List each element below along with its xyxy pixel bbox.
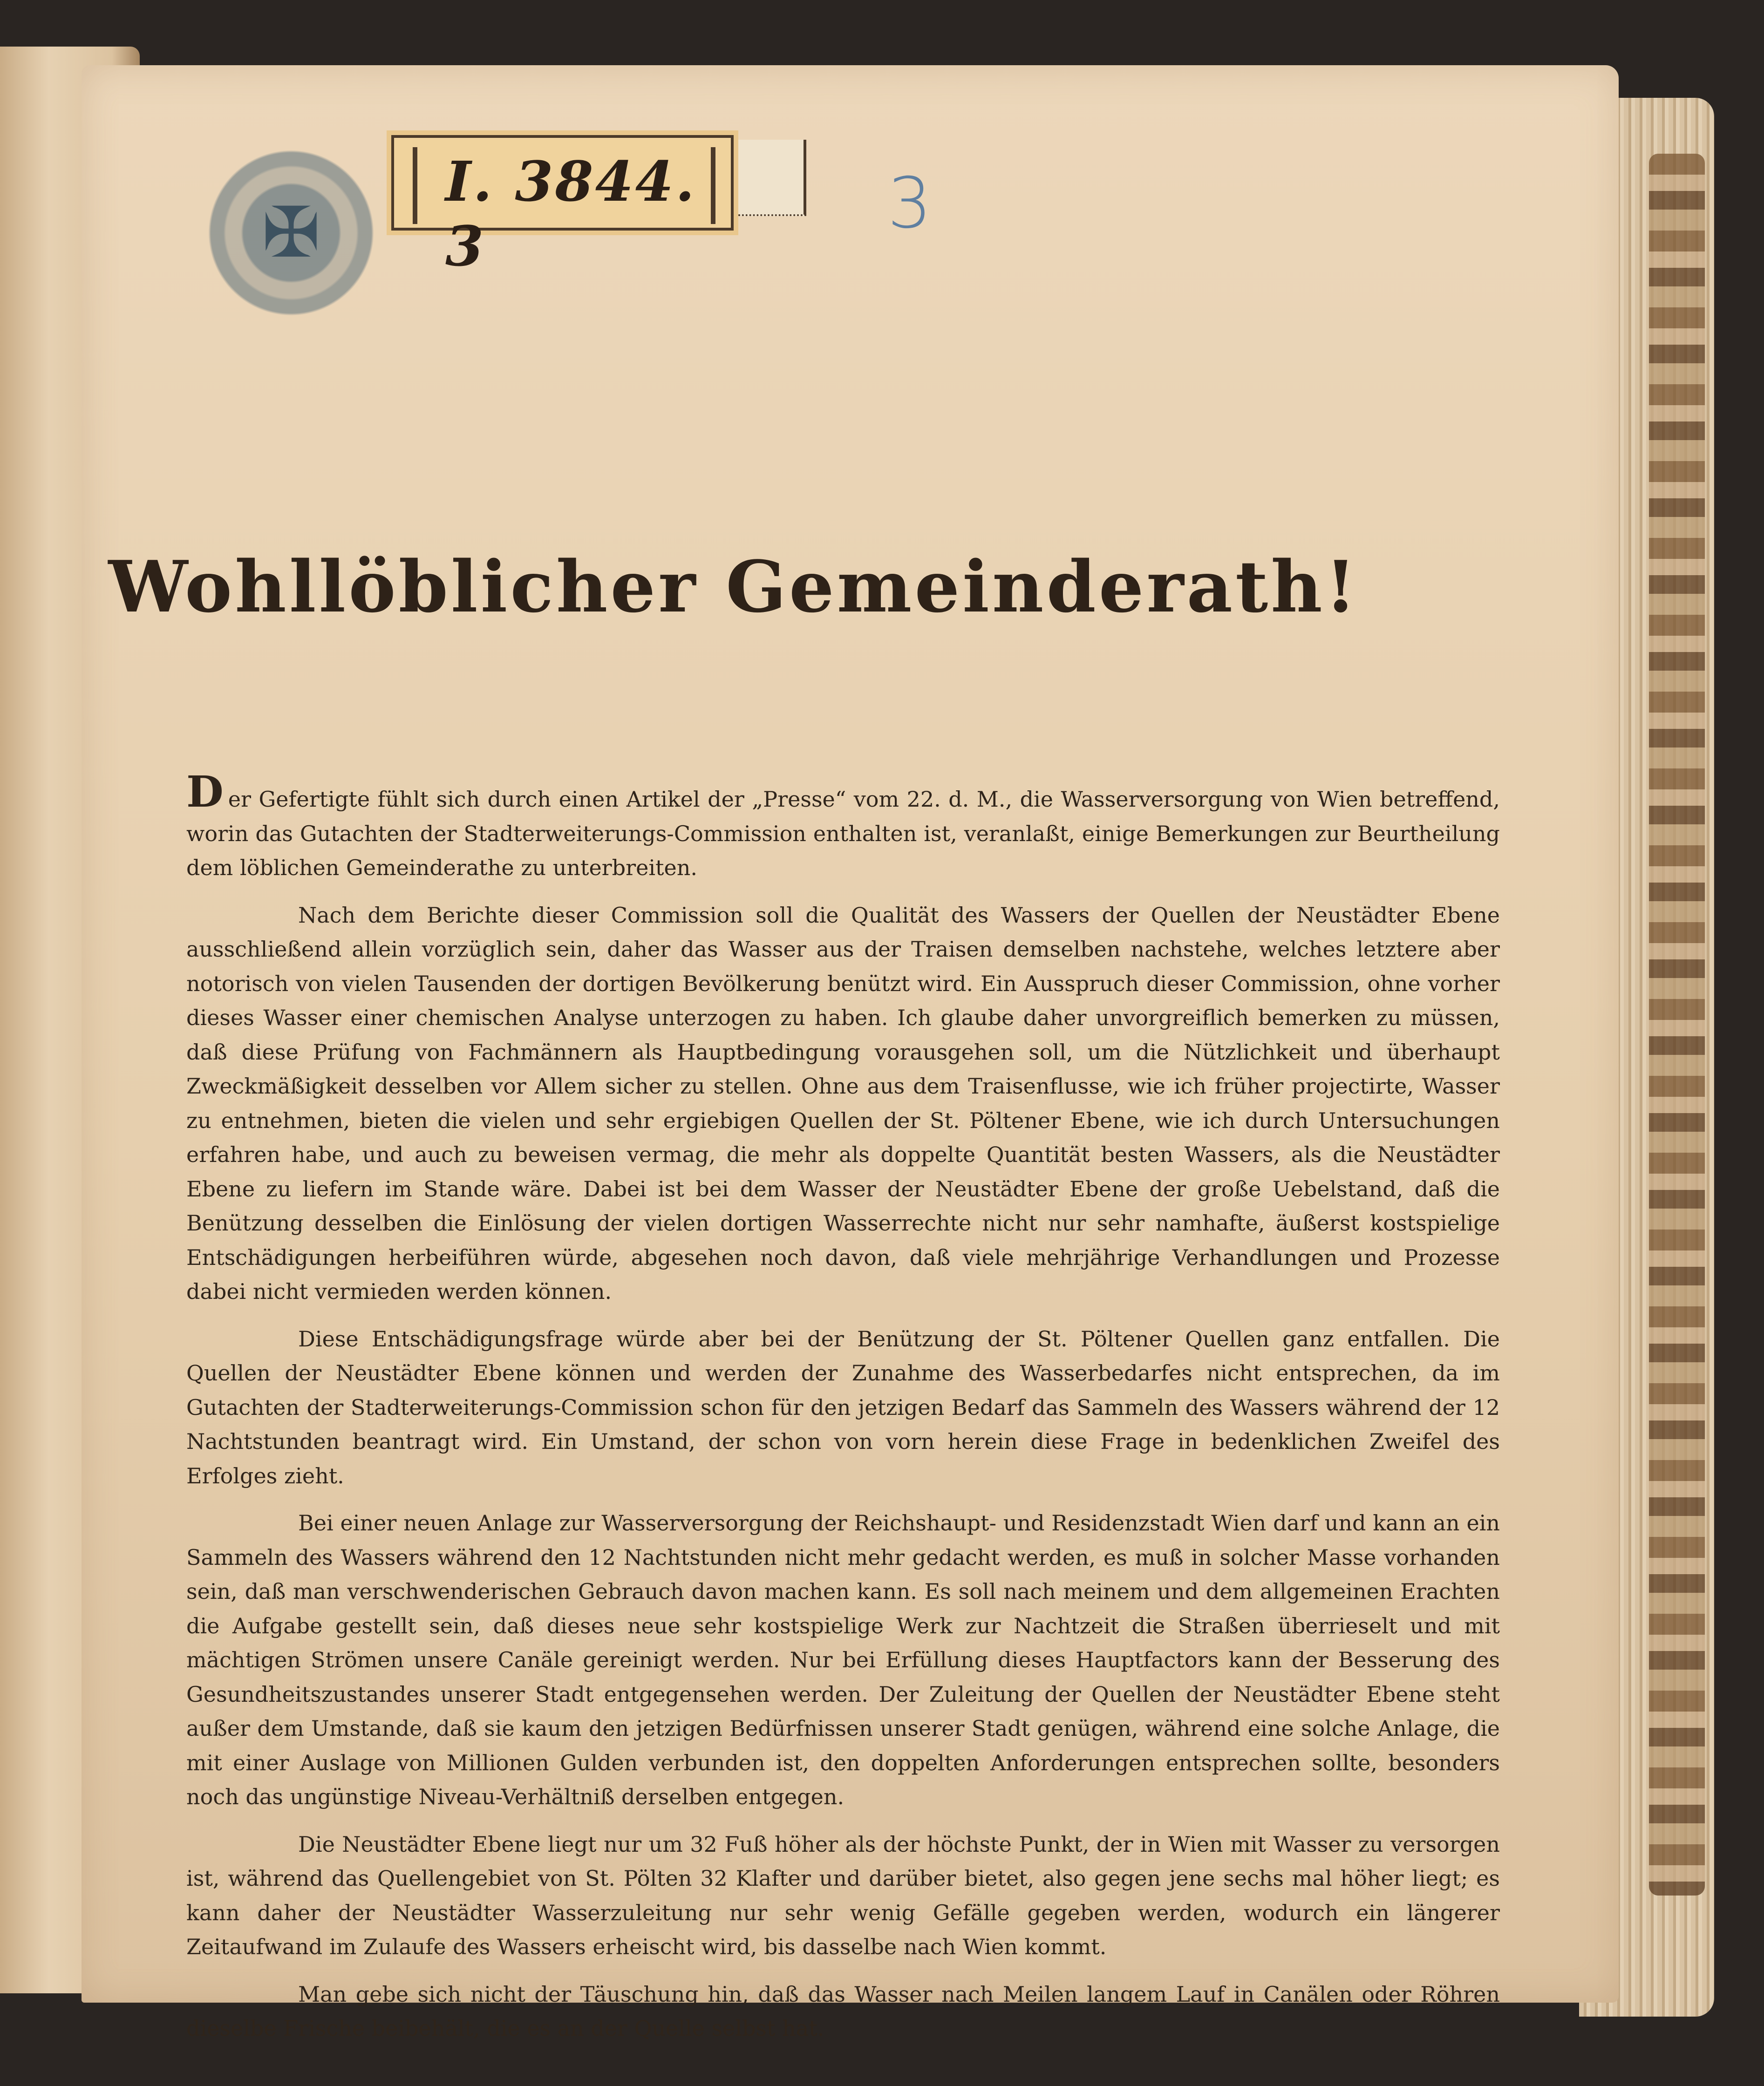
paragraph: Diese Entschädigungsfrage würde aber bei der Benützung der St. Pöltener Quellen ganz entfallen. Die Quellen der Neustädter Ebene können und werden der Zunahme des Wasserbedarfes nicht entsprechen, da im Gutachten der Stadterweiterungs-Commission schon für den jetzigen Bedarf das Sammeln des Wassers während der 12 Nachtstunden beantragt wird. Ein Umstand, der schon von vorn herein diese Frage in bedenklichen Zweifel des Erfolges zieht.: [186, 1326, 1500, 1488]
double-headed-eagle-icon: ✠: [262, 192, 320, 273]
pencil-page-number: 3: [887, 163, 932, 244]
foxed-page-block: [1649, 154, 1705, 1896]
label-scrap: [738, 140, 806, 216]
page-title: Wohllöblicher Gemeinderath!: [108, 545, 1359, 628]
paragraph: Bei einer neuen Anlage zur Wasserversorgung der Reichshaupt- und Residenzstadt Wien darf und kann an ein Sammeln des Wassers während den 12 Nachtstunden nicht mehr gedacht werden, es muß in solcher Masse vorhanden sein, daß man verschwenderischen Gebrauch davon machen kann. Es soll nach meinem und dem allgemeinen Erachten die Aufgabe gestellt sein, daß dieses neue sehr kostspielige Werk zur Nachtzeit die Straßen überrieselt und mit mächtigen Strömen unsere Canäle gereinigt werden. Nur bei Erfüllung dieses Hauptfactors kann der Besserung des Gesundheitszustandes unserer Stadt entgegensehen werden. Der Zuleitung der Quellen der Neustädter Ebene steht außer dem Umstande, daß sie kaum den jetzigen Bedürfnissen unserer Stadt genügen, während eine solche Anlage, die mit einer Auslage von Millionen Gulden verbunden ist, den doppelten Anforderungen entsprechen sollte, besonders noch das ungünstige Niveau-Verhältniß derselben entgegen.: [186, 1510, 1500, 1809]
label-border-tick: [711, 147, 715, 224]
document-page: [82, 65, 1619, 2041]
paragraph: Nach dem Berichte dieser Commission soll die Qualität des Wassers der Quellen der Neustädter Ebene ausschließend allein vorzüglich sein, daher das Wasser aus der Traisen demselben nachstehe, welches letztere aber notorisch von vielen Tausenden der dortigen Bevölkerung benützt wird. Ein Ausspruch dieser Commission, ohne vorher dieses Wasser einer chemischen Analyse unterzogen zu haben. Ich glaube daher unvorgreiflich bemerken zu müssen, daß diese Prüfung von Fachmännern als Hauptbedingung vorausgehen soll, um die Nützlichkeit und überhaupt Zweckmäßigkeit desselben vor Allem sicher zu stellen. Ohne aus dem Traisenflusse, wie ich früher projectirte, Wasser zu entnehmen, bieten die vielen und sehr ergiebigen Quellen der St. Pöltener Ebene, wie ich durch Untersuchungen erfahren habe, und auch zu beweisen vermag, die mehr als doppelte Quantität besten Wassers, als die Neustädter Ebene zu liefern im Stande wäre. Dabei ist bei dem Wasser der Neustädter Ebene der große Uebelstand, daß die Benützung desselben die Einlösung der vielen dortigen Wasserrechte nicht nur sehr namhafte, äußerst kostspielige Entschädigungen herbeiführen würde, abgesehen noch davon, daß viele mehrjährige Verhandlungen und Prozesse dabei nicht vermieden werden können.: [186, 902, 1500, 1304]
drop-cap: D: [186, 767, 224, 817]
label-border-tick: [413, 147, 417, 224]
library-stamp: [207, 140, 375, 326]
show-through-text: [436, 251, 1498, 778]
paragraph: [186, 767, 1500, 885]
paragraph: Die Neustädter Ebene liegt nur um 32 Fuß höher als der höchste Punkt, der in Wien mit Wasser zu versorgen ist, während das Quellengebiet von St. Pölten 32 Klafter und darüber bietet, also gegen jene sechs mal höher liegt; es kann daher der Neustädter Wasserzuleitung nur sehr wenig Gefälle gegeben werden, wodurch ein längerer Zeitaufwand im Zulaufe des Wassers erheischt wird, bis dasselbe nach Wien kommt.: [186, 1831, 1500, 1959]
shelfmark-label: [391, 135, 734, 279]
document-body: [186, 767, 1500, 2059]
shelfmark-text: I. 3844. 3: [445, 149, 696, 279]
paragraph-text: er Gefertigte fühlt sich durch einen Artikel der „Presse“ vom 22. d. M., die Wasserversorgung von Wien betreffend, worin das Gutachten der Stadterweiterungs-Commission enthalten ist, veranlaßt, einige Bemerkungen zur Beurtheilung dem löblichen Gemeinderathe zu unterbreiten.: [186, 787, 1500, 880]
paragraph: Man gebe sich nicht der Täuschung hin, daß das Wasser nach Meilen langem Lauf in Canälen oder Röhren dieselbe Frische beibehält, die es an der Quelle selbst hat.: [186, 1981, 1500, 2041]
